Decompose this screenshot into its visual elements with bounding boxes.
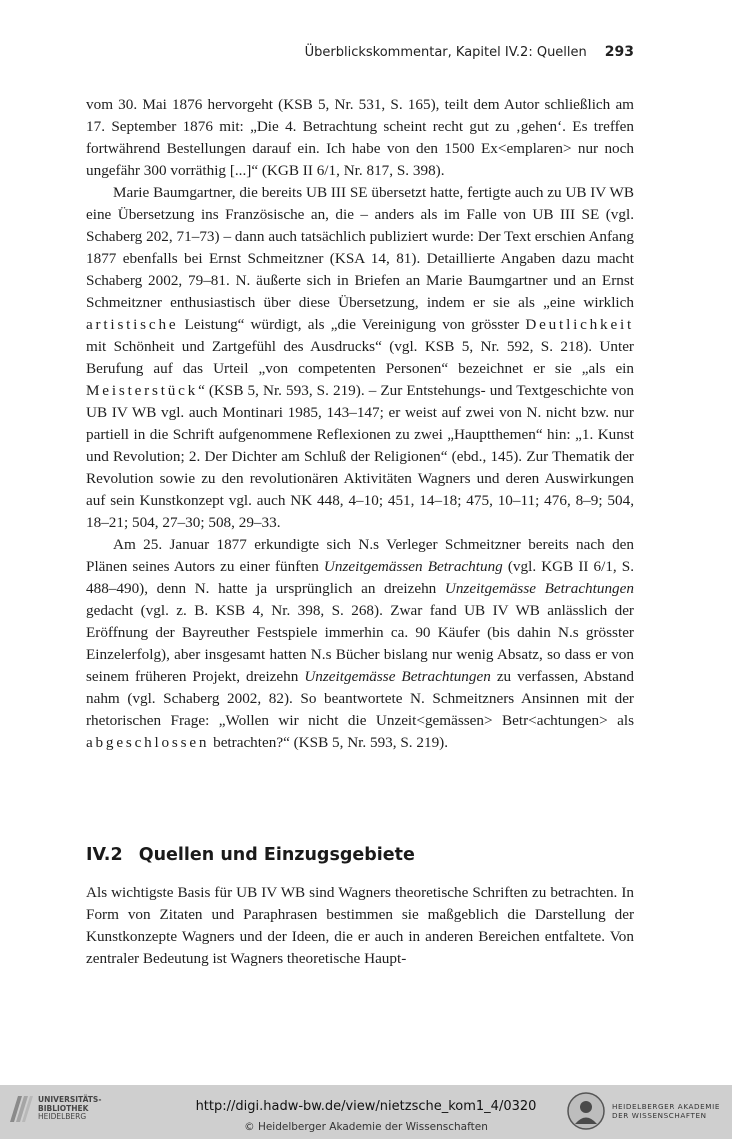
running-head xyxy=(86,44,634,60)
academy-logo[interactable] xyxy=(566,1091,720,1131)
running-title: Überblickskommentar, Kapitel IV.2: Quellen xyxy=(304,45,587,60)
spaced-emphasis: artistische xyxy=(86,316,179,333)
section-paragraph-1: Als wichtigste Basis für UB IV WB sind Wagners theoretische Schriften zu betrachten. In Form von Zitaten und Paraphrasen bestimmen sie maßgeblich die Darstellung der Kunstkonzepte Wagners und der Ideen, die er auch in anderen Bereichen entfaltete. Von zentraler Bedeutung ist Wagners theoretische Haupt- xyxy=(86,884,634,967)
section-heading xyxy=(86,845,634,865)
spaced-emphasis: Deutlichkeit xyxy=(525,316,635,333)
italic-title: Unzeitgemässen Betrachtung xyxy=(323,558,503,575)
spaced-emphasis: Meisterstück xyxy=(86,382,199,399)
text-run: mit Schönheit und Zartgefühl des Ausdrucks“ (vgl. KSB 5, Nr. 592, S. 218). Unter Berufung auf das Urteil „von competenten Personen“ bezeichnet er sie „als ein xyxy=(86,338,634,377)
text-run: Leistung“ würdigt, als „die Vereinigung von grösster xyxy=(184,316,520,333)
paragraph-3 xyxy=(86,534,634,754)
text-run: “ (KSB 5, Nr. 593, S. 219). – Zur Entstehungs- und Textgeschichte von UB IV WB vgl. auch Montinari 1985, 143–147; er weist auf zwei von N. nicht bzw. nur partiell in die Schrift aufgenommene Reflexionen zu zwei „Hauptthemen“ hin: „1. Kunst und Revolution; 2. Der Dichter am Schluß der Religionen“ (ebd., 145). Zur Thematik der Revolution sowie zu den revolutionären Aktivitäten Wagners und deren Auswirkungen auf sein Kunstkonzept vgl. auch NK 448, 4–10; 451, 14–18; 475, 10–11; 476, 8–9; 504, 18–21; 504, 27–30; 508, 29–33. xyxy=(86,382,634,531)
permalink-url[interactable]: http://digi.hadw-bw.de/view/nietzsche_kom1_4/0320 xyxy=(195,1099,537,1114)
text-run: betrachten?“ (KSB 5, Nr. 593, S. 219). xyxy=(213,734,449,751)
section-number: IV.2 xyxy=(86,845,123,865)
text-run: Am 25. Januar 1877 erkundigte sich N.s Verleger Schmeitzner bereits nach den Plänen seines Autors zu einer fünften xyxy=(86,536,634,575)
library-line: UNIVERSITÄTS- xyxy=(38,1095,102,1105)
library-line: BIBLIOTHEK xyxy=(38,1103,89,1113)
paragraph-1: vom 30. Mai 1876 hervorgeht (KSB 5, Nr. 531, S. 165), teilt dem Autor schließlich am 17. September 1876 mit: „Die 4. Betrachtung scheint recht gut zu ‚gehen‘. Es treffen fortwährend Bestellungen darauf ein. Ich habe von den 1500 Ex<emplaren> nur noch ungefähr 300 vorräthig [...]“ (KGB II 6/1, Nr. 817, S. 398). xyxy=(86,96,634,179)
body-text xyxy=(86,94,634,754)
viewer-footer xyxy=(0,1085,732,1139)
text-run: zu verfassen, Abstand nahm (vgl. Schaberg 2002, 82). So beantwortete N. Schmeitzners Ansinnen mit der rhetorischen Frage: „Wollen wir nicht die Unzeit<gemässen> Betr<achtungen> als xyxy=(86,668,635,729)
section-title: Quellen und Einzugsgebiete xyxy=(138,845,415,865)
spaced-emphasis: abgeschlossen xyxy=(86,734,210,751)
text-run: gedacht (vgl. z. B. KSB 4, Nr. 398, S. 268). Zwar fand UB IV WB anlässlich der Eröffnung der Bayreuther Festspiele immerhin ca. 90 Käufer (bis dahin N.s grösster Einzelerfolg), aber insgesamt hatten N.s Bücher bislang nur wenig Absatz, so dass er von seinem früheren Projekt, dreizehn xyxy=(86,602,634,685)
academy-name xyxy=(612,1102,720,1120)
library-line: HEIDELBERG xyxy=(38,1112,87,1122)
paragraph-2 xyxy=(86,182,634,534)
italic-title: Unzeitgemässe Betrachtungen xyxy=(444,580,634,597)
academy-portrait-icon xyxy=(566,1091,606,1131)
text-run: (vgl. KGB II 6/1, S. 488–490), denn N. hatte ja ursprünglich an dreizehn xyxy=(86,558,635,597)
italic-title: Unzeitgemässe Betrachtungen xyxy=(304,668,491,685)
academy-line: DER WISSENSCHAFTEN xyxy=(612,1111,707,1120)
page-number: 293 xyxy=(604,44,634,60)
academy-line: HEIDELBERGER AKADEMIE xyxy=(612,1102,720,1111)
section-body xyxy=(86,882,634,970)
text-run: Marie Baumgartner, die bereits UB III SE übersetzt hatte, fertigte auch zu UB IV WB eine Übersetzung ins Französische an, die – anders als im Falle von UB III SE (vgl. Schaberg 202, 71–73) – dann auch tatsächlich publiziert wurde: Der Text erschien Anfang 1877 ebenfalls bei Ernst Schmeitzner (KSA 14, 81). Detaillierte Angaben dazu macht Schaberg 2002, 79–81. N. äußerte sich in Briefen an Marie Baumgartner und an Ernst Schmeitzner enthusiastisch über diese Übersetzung, indem er sie als „eine wirklich xyxy=(86,184,634,311)
copyright-notice: © Heidelberger Akademie der Wissenschaften xyxy=(244,1121,488,1133)
